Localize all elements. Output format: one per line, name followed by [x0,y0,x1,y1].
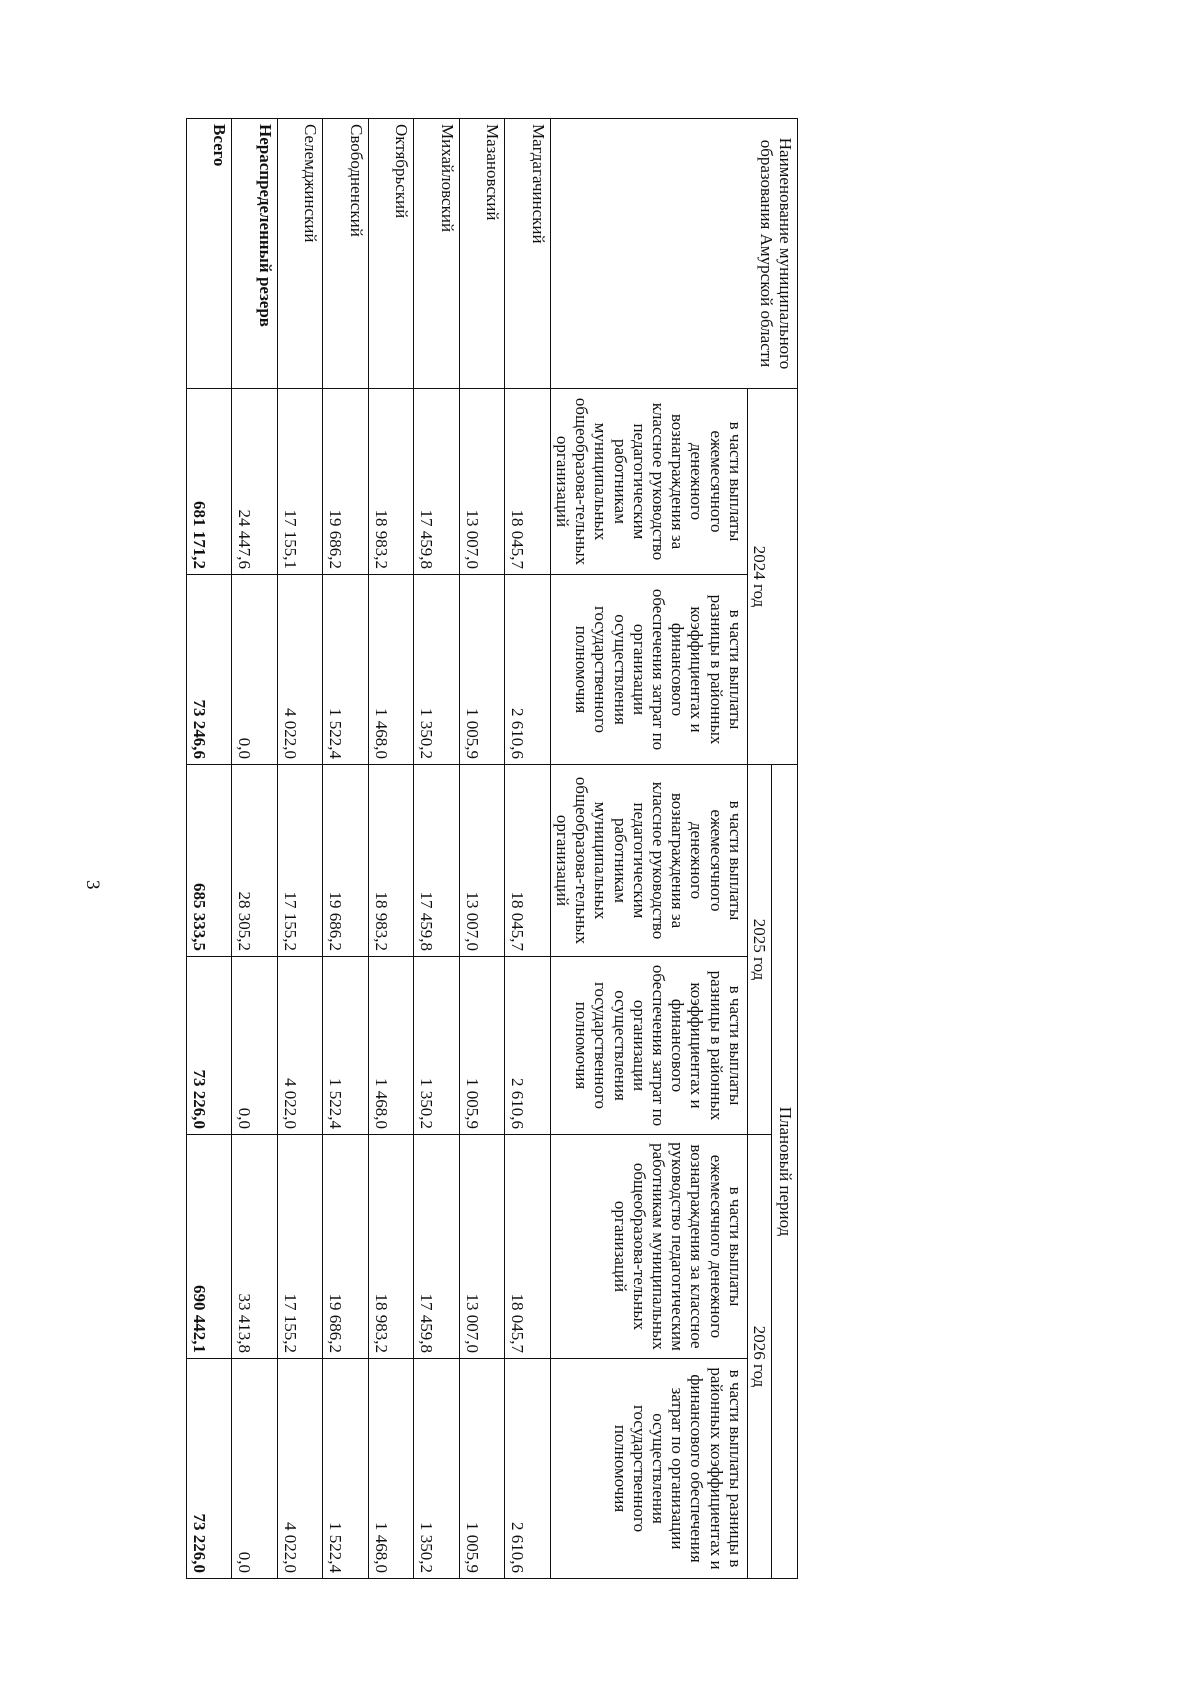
cell-value: 33 413,8 [232,1135,277,1359]
cell-value: 4 022,0 [277,957,322,1135]
row-name: Свободненский [323,119,368,389]
subheader-coef-2026: в части выплаты разницы в районных коэффициентах и финансового обеспечения затрат по организации осуществления государственного полномочия [550,1359,747,1579]
cell-value: 1 522,4 [323,957,368,1135]
cell-value: 1 350,2 [414,957,459,1135]
cell-value: 17 459,8 [414,389,459,575]
cell-value: 73 246,6 [187,575,232,765]
cell-value: 19 686,2 [323,1135,368,1359]
cell-value: 690 442,1 [187,1135,232,1359]
table-row-total [187,119,232,1579]
cell-value: 1 468,0 [368,1359,413,1579]
cell-value: 2 610,6 [505,575,550,765]
cell-value: 1 522,4 [323,575,368,765]
cell-value: 0,0 [232,1359,277,1579]
table-row [277,119,322,1579]
cell-value: 73 226,0 [187,957,232,1135]
cell-value: 18 983,2 [368,389,413,575]
cell-value: 18 045,7 [505,1135,550,1359]
cell-value: 1 005,9 [459,957,504,1135]
cell-value: 13 007,0 [459,765,504,957]
cell-value: 1 350,2 [414,575,459,765]
table-row [414,119,459,1579]
cell-value: 17 459,8 [414,765,459,957]
budget-table [186,118,798,1579]
subheader-coef-2025: в части выплаты разницы в районных коэффициентах и финансового обеспечения затрат по организации осуществления государственного полномочия [550,957,747,1135]
rotated-table-container [186,118,798,1578]
plan-period-header: Плановый период [772,765,798,1579]
table-row [459,119,504,1579]
cell-value: 13 007,0 [459,389,504,575]
cell-value: 17 459,8 [414,1135,459,1359]
year-2025-header: 2025 год [747,765,771,1135]
cell-value: 685 333,5 [187,765,232,957]
cell-value: 0,0 [232,957,277,1135]
cell-value: 1 005,9 [459,1359,504,1579]
cell-value: 4 022,0 [277,1359,322,1579]
subheader-coef-2024: в части выплаты разницы в районных коэффициентах и финансового обеспечения затрат по организации осуществления государственного полномочия [550,575,747,765]
cell-value: 1 005,9 [459,575,504,765]
cell-value: 1 468,0 [368,575,413,765]
cell-value: 1 522,4 [323,1359,368,1579]
subheader-salary-2024: в части выплаты ежемесячного денежного вознаграждения за классное руководство педагогическим работникам муниципальных общеобразова-тельных организаций [550,389,747,575]
year-2026-header: 2026 год [747,1135,771,1579]
cell-value: 1 468,0 [368,957,413,1135]
year-2024-header: 2024 год [747,389,797,765]
cell-value: 19 686,2 [323,389,368,575]
cell-value: 2 610,6 [505,1359,550,1579]
cell-value: 18 045,7 [505,389,550,575]
row-name: Всего [187,119,232,389]
table-row [505,119,550,1579]
cell-value: 17 155,2 [277,1135,322,1359]
cell-value: 0,0 [232,575,277,765]
cell-value: 681 171,2 [187,389,232,575]
cell-value: 17 155,2 [277,765,322,957]
row-name: Магдагачинский [505,119,550,389]
cell-value: 73 226,0 [187,1359,232,1579]
table-row [323,119,368,1579]
cell-value: 17 155,1 [277,389,322,575]
row-name: Михайловский [414,119,459,389]
cell-value: 28 305,2 [232,765,277,957]
cell-value: 18 983,2 [368,765,413,957]
cell-value: 4 022,0 [277,575,322,765]
row-name: Мазановский [459,119,504,389]
cell-value: 18 045,7 [505,765,550,957]
name-column-header: Наименование муниципального образования Амурской области [550,119,797,389]
subheader-salary-2026: в части выплаты ежемесячного денежного вознаграждения за классное руководство педагогическим работникам муниципальных общеобразова-тельных организаций [550,1135,747,1359]
table-row [368,119,413,1579]
table-row-reserve [232,119,277,1579]
cell-value: 18 983,2 [368,1135,413,1359]
cell-value: 13 007,0 [459,1135,504,1359]
cell-value: 19 686,2 [323,765,368,957]
row-name: Октябрьский [368,119,413,389]
row-name: Нераспределенный резерв [232,119,277,389]
row-name: Селемджинский [277,119,322,389]
cell-value: 24 447,6 [232,389,277,575]
page-number: 3 [82,880,103,890]
cell-value: 1 350,2 [414,1359,459,1579]
cell-value: 2 610,6 [505,957,550,1135]
subheader-salary-2025: в части выплаты ежемесячного денежного вознаграждения за классное руководство педагогическим работникам муниципальных общеобразова-тельных организаций [550,765,747,957]
